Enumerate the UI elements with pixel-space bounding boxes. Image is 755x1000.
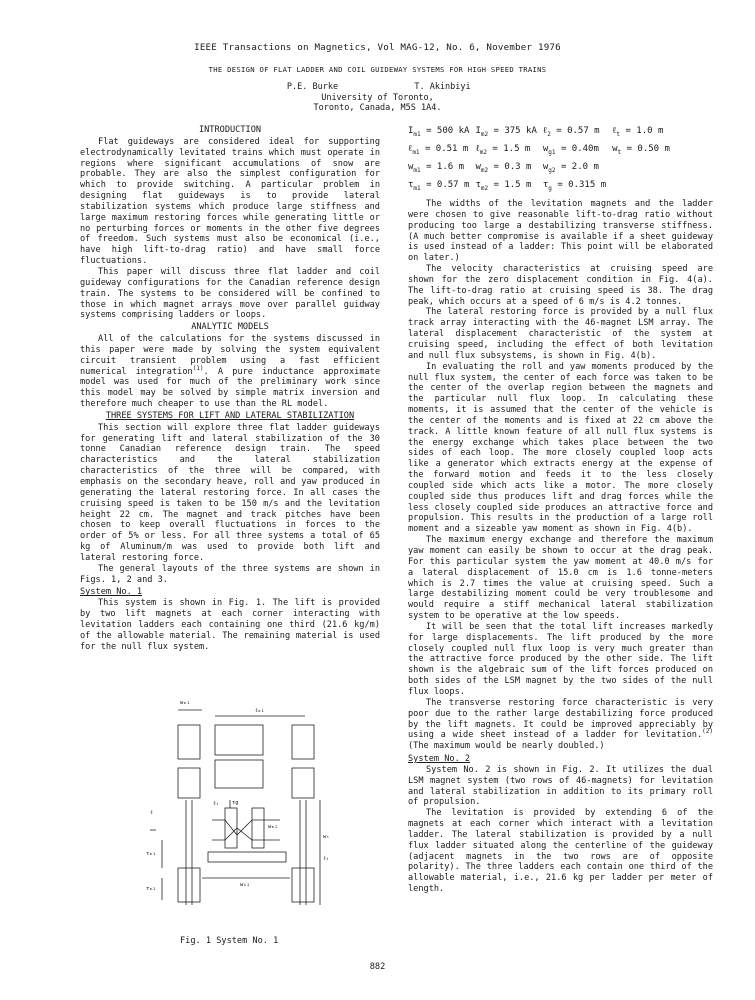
parameter-cell: $I_{m2} = 375$ kA <box>475 126 537 138</box>
intro-paragraph-2: This paper will discuss three flat ladder and coil guideway configurations for the Canadian reference design train. The systems to be considered will be confined to those in which magnet arrays move over parallel guidway systems comprising ladders or loops. <box>80 266 380 321</box>
magnet-upper-left-1 <box>178 725 200 759</box>
p7-text-b: (The maximum would be nearly doubled.) <box>408 741 605 752</box>
p7-text-a: The transverse restoring force characteristic is very poor due to the rather large destabilizing force produced by the lift magnets. It could be improved appreciably by using a wide sheet instead of a ladder for levitation. <box>408 697 713 741</box>
author-2: T. Akinbiyi <box>414 82 471 92</box>
parameter-cell: $\tau_{m2} = 1.5$ m <box>475 180 532 192</box>
right-paragraph-6: It will be seen that the total lift increases markedly for large displacements. The lift produced by the more closely coupled null flux loop is very much greater than the attractive force produced by the other side. The lift shown is the algebraic sum of the lift forces produced on both sides of the LSM magnet by the two sides of the null flux loops. <box>408 621 713 697</box>
parameter-table <box>408 124 713 196</box>
paper-title: THE DESIGN OF FLAT LADDER AND COIL GUIDEWAY SYSTEMS FOR HIGH SPEED TRAINS <box>208 65 547 74</box>
right-paragraph-7 <box>408 698 713 752</box>
right-paragraph-1: The widths of the levitation magnets and the ladder were chosen to give reasonable lift-to-drag ratio without producing too large a destabilizing transverse stiffness. (A much better compromise is available if a sheet guideway is used instead of a ladder: This point will be elaborated on later.) <box>408 199 713 264</box>
figure-1-caption: Fig. 1 System No. 1 <box>180 936 279 946</box>
system-2-paragraph-2: The levitation is provided by extending 6 of the magnets at each corner which interact with a levitation ladder. The lateral stabilization is provided by a null flux ladder situated along the centerline of the guideway (adjacent magnets in the two rows are of opposite polarity). The three ladders each contain one third of the allowable material, i.e., 21.6 kg per ladder per meter of length. <box>408 808 713 895</box>
parameter-cell: $w_{m2} = 0.3$ m <box>475 162 532 174</box>
journal-header: IEEE Transactions on Magnetics, Vol MAG-12, No. 6, November 1976 <box>194 42 561 53</box>
parameter-cell <box>612 178 676 196</box>
system-2-paragraph-1: System No. 2 is shown in Fig. 2. It utilizes the dual LSM magnet system (two rows of 46-magnets) for levitation and lateral stabilization in addition to its primary roll of propulsion. <box>408 764 713 808</box>
right-column <box>408 124 713 895</box>
analytic-text-b: . A pure inductance approximate model was used for much of the preliminary work since this model may be solved by simple matrix inversion and therefore much cheaper to use than the RL model. <box>80 366 381 410</box>
author-1: P.E. Burke <box>286 82 339 92</box>
parameter-cell: $w_t = 0.50$ m <box>612 144 670 156</box>
right-paragraph-4: In evaluating the roll and yaw moments produced by the null flux system, the center of each force was taken to be the center of the overlap region between the magnets and the particular null flux loop. In calculating these moments, it is assumed that the center of the vehicle is the center of the moments and is fixed at 22 cm above the track. A little known feature of all null flux systems is the energy exchange which takes place between the two sides of each loop. The more closely coupled loop acts like a generator which extracts energy at the expense of the forward motion and feeds it to the less closely coupled side which acts like a motor. The more closely coupled side thus produces lift and drag forces while the less closely coupled side produces an attractive force and propulsion. This results in the production of a large roll moment and a sizeable yaw moment as shown in Fig. 4(b). <box>408 361 713 535</box>
magnet-center-middle <box>215 760 263 788</box>
fig-label-wt: wₜ <box>323 834 330 840</box>
fig-label-wg2: wₒ₂ <box>240 882 250 888</box>
parameter-cell: ℓ$_t$ = 1.0 m <box>612 126 664 138</box>
affiliation-university: University of Toronto, <box>321 92 434 103</box>
parameter-cell: $\tau_g = 0.315$ m <box>542 180 607 192</box>
fig-label-lm1: ℓₘ₁ <box>255 708 265 714</box>
author-block <box>0 82 755 114</box>
parameter-cell: $w_{g2} = 2.0$ m <box>542 162 599 174</box>
magnet-upper-right-1 <box>292 725 314 759</box>
affiliation-address: Toronto, Canada, M5S 1A4. <box>313 103 442 113</box>
citation-1: (1) <box>192 364 204 372</box>
section-heading-analytic-models: ANALYTIC MODELS <box>191 322 269 333</box>
three-systems-paragraph-1: This section will explore three flat ladder guideways for generating lift and lateral stabilization of the 30 tonne Canadian reference design train. The speed characteristics and the lateral stabilization characteristics of the three will be compared, with emphasis on the secondary heave, roll and yaw produced in generating the lateral restoring force. In all cases the cruising speed is taken to be 150 m/s and the levitation height 22 cm. The magnet and track pitches have been chosen to keep overall fluctuations in forces to the order of 5% or less. For all three systems a total of 65 kg of Aluminum/m was used to provide both lift and lateral restoring force. <box>80 422 380 563</box>
magnet-lower-right <box>292 868 314 902</box>
fig-label-lt: ℓₜ <box>323 856 329 862</box>
right-paragraph-5: The maximum energy exchange and therefore the maximum yaw moment can easily be shown to occur at the drag peak. For this particular system the yaw moment at 40.0 m/s for a lateral displacement of 15.0 cm is 1.6 tonne-meters which is 2.7 times the value at cruising speed. Such a large destabilizing moment could be very troublesome and would require a stiff mechanical lateral stabilization system to be operative at the low speeds. <box>408 535 713 622</box>
three-systems-paragraph-2: The general layouts of the three systems are shown in Figs. 1, 2 and 3. <box>80 563 380 585</box>
parameter-row <box>408 160 676 178</box>
parameter-row <box>408 124 676 142</box>
section-heading-three-systems: THREE SYSTEMS FOR LIFT AND LATERAL STABILIZATION <box>105 410 355 421</box>
fig-label-wm2: wₘ₂ <box>268 824 278 830</box>
magnet-upper-left-2 <box>178 768 200 798</box>
magnet-lower-left <box>178 868 200 902</box>
parameter-row <box>408 178 676 196</box>
parameter-cell: $\tau_{m1} = 0.57$ m <box>408 180 470 192</box>
parameter-cell: ℓ$_2$ = 0.57 m <box>542 126 600 138</box>
parameter-cell: $w_{g1} = 0.40m$ <box>542 144 599 156</box>
section-heading-introduction: INTRODUCTION <box>198 125 262 135</box>
parameter-cell: ℓ$_{m1}$ = 0.51 m <box>408 144 469 156</box>
parameter-cell: $w_{m1} = 1.6$ m <box>408 162 465 174</box>
parameter-cell <box>612 160 676 178</box>
fig-label-tg: τg <box>232 800 239 806</box>
figure-1-diagram <box>140 690 340 935</box>
fig-label-wm1: wₘ₁ <box>180 700 190 706</box>
page-number: 882 <box>369 962 386 972</box>
author-names <box>0 82 755 93</box>
right-paragraph-3: The lateral restoring force is provided by a null flux track array interacting with the 46-magnet LSM array. The lateral displacement characteristic of the system at cruising speed, including the effect of both levitation and null flux subsystems, is shown in Fig. 4(b). <box>408 307 713 361</box>
citation-2: (2) <box>702 728 713 736</box>
magnet-center-upper <box>215 725 263 755</box>
fig-label-tm1: τₘ₁ <box>146 851 156 857</box>
magnet-upper-right-2 <box>292 768 314 798</box>
fig-label-t: ℓₜ <box>213 801 219 807</box>
parameter-grid <box>408 124 676 196</box>
analytic-text-a: All of the calculations for the systems discussed in this paper were made by solving the system equivalent circuit transient problem using a fast efficient numerical integration <box>80 334 380 377</box>
null-flux-loop-right <box>252 808 264 848</box>
fig-label-ls: ℓ <box>150 810 153 816</box>
analytic-paragraph-1 <box>80 334 380 410</box>
parameter-cell: ℓ$_{m2}$ = 1.5 m <box>475 144 531 156</box>
subsection-heading-system-1: System No. 1 <box>80 587 143 598</box>
fig-label-tm2: τₘ₂ <box>146 886 156 892</box>
subsection-heading-system-2: System No. 2 <box>408 754 471 765</box>
intro-paragraph-1: Flat guideways are considered ideal for supporting electrodynamically levitated trains which must operate in regions where significant accumulations of snow are probable. They are also the simplest configuration for which to provide switching. A particular problem in designing flat guideways is to provide lateral stabilization systems which produce large stiffness and large maximum restoring forces while generating little or no perturbing forces or moments in the other five degrees of freedom. Such systems must also be economical (i.e., have high lift-to-drag ratio) and have small force fluctuations. <box>80 136 380 267</box>
right-paragraph-2: The velocity characteristics at cruising speed are shown for the zero displacement condition in Fig. 4(a). The lift-to-drag ratio at cruising speed is 38. The drag peak, which occurs at a speed of 6 m/s is 4.2 tonnes. <box>408 264 713 307</box>
left-column <box>80 124 380 653</box>
parameter-cell: $I_{m1} = 500$ kA <box>408 126 470 138</box>
system-1-paragraph-1: This system is shown in Fig. 1. The lift is provided by two lift magnets at each corner interacting with levitation ladders each containing one third (21.6 kg/m) of the allowable material. The remaining material is used for the null flux system. <box>80 598 380 652</box>
parameter-row <box>408 142 676 160</box>
lsm-magnet-row <box>208 852 286 862</box>
